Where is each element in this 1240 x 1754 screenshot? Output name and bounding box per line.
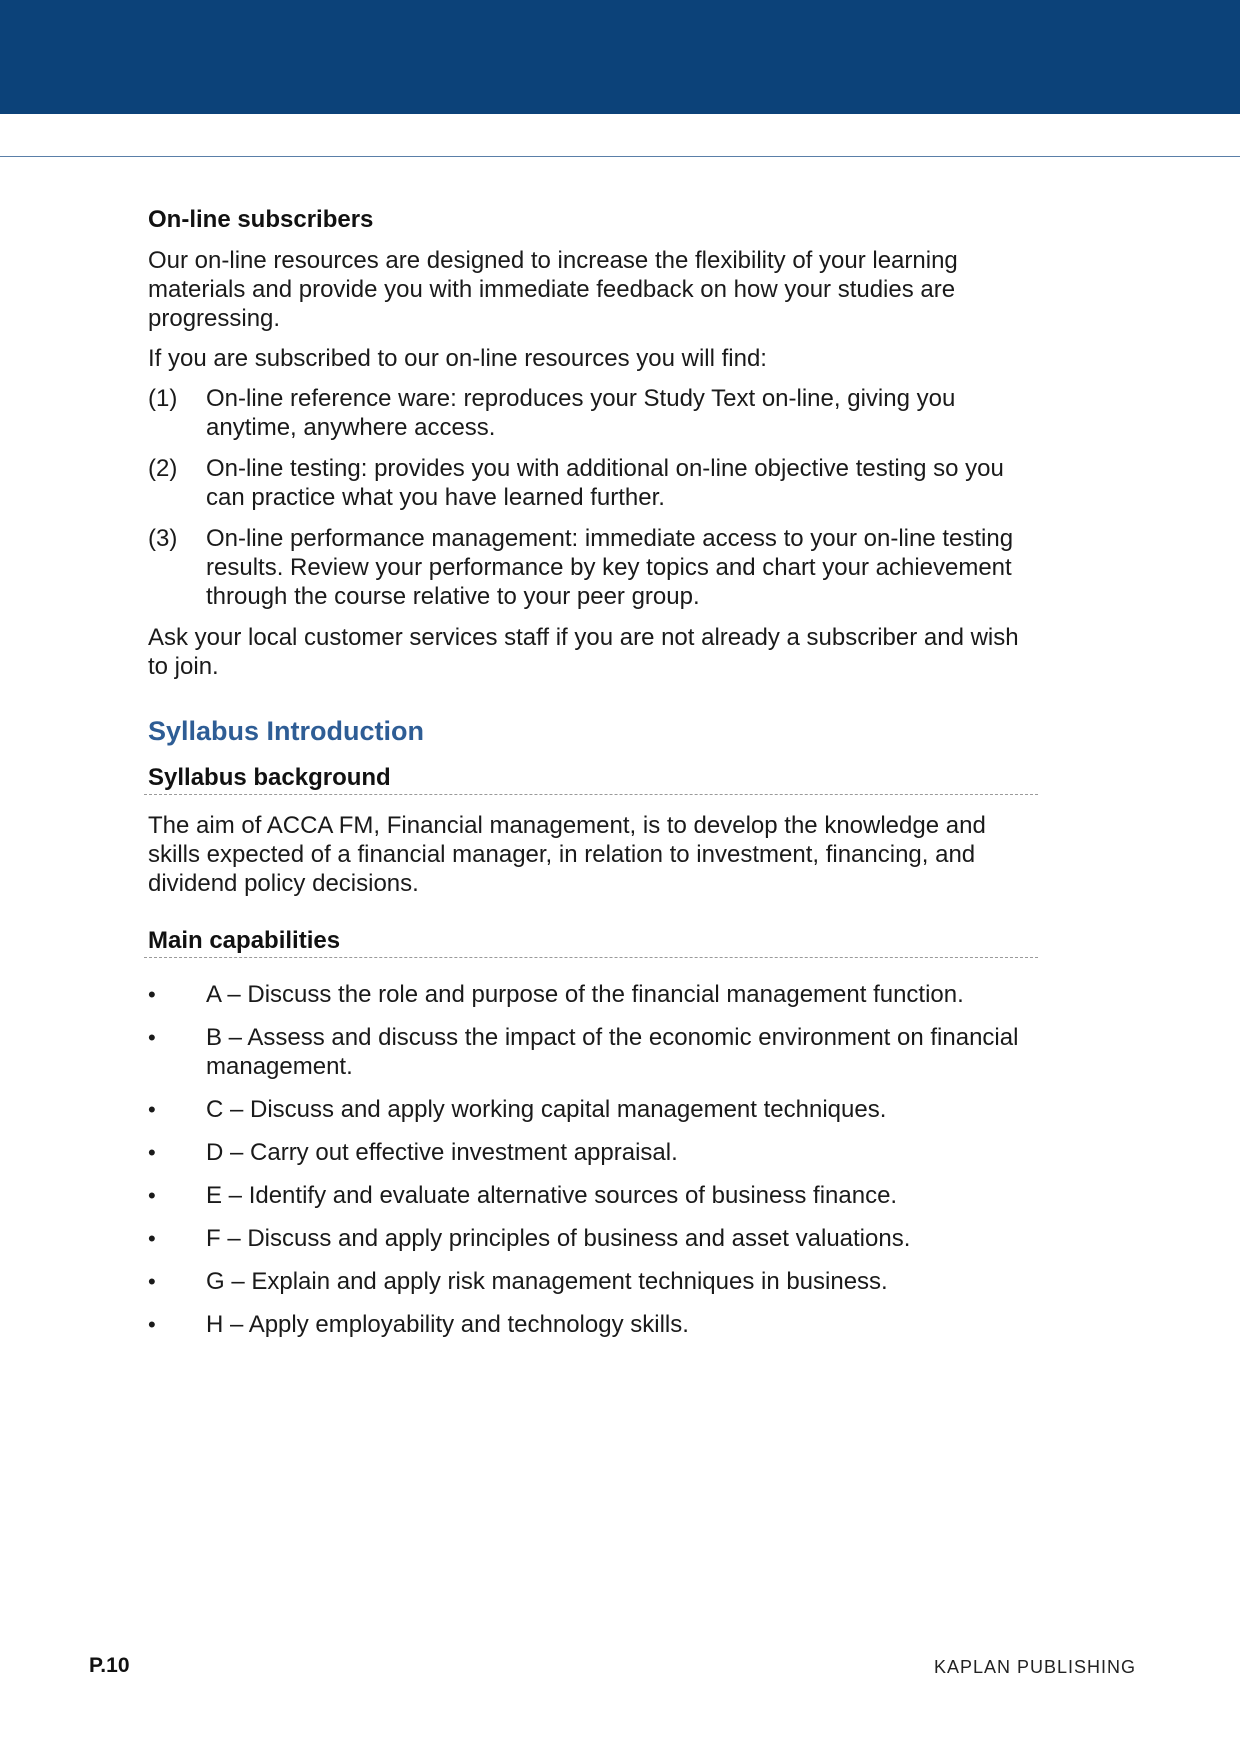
list-item-text: On-line performance management: immediate access to your on-line testing results. Review your performance by key topics and chart your achievement through the course relative to your peer group. bbox=[206, 525, 1014, 610]
bullet-icon: • bbox=[148, 982, 156, 1007]
bullet-icon: • bbox=[148, 1097, 156, 1122]
online-intro-paragraph: Our on-line resources are designed to increase the flexibility of your learning materials and provide you with immediate feedback on how your studies are progressing. bbox=[148, 247, 958, 332]
list-item bbox=[148, 454, 1038, 512]
capability-text: G – Explain and apply risk management techniques in business. bbox=[206, 1268, 888, 1295]
capability-item bbox=[148, 1310, 1038, 1339]
page-number: P.10 bbox=[89, 1654, 130, 1677]
page-content bbox=[148, 205, 1038, 1353]
list-item bbox=[148, 524, 1038, 611]
bullet-icon: • bbox=[148, 1183, 156, 1208]
syllabus-background-paragraph: The aim of ACCA FM, Financial management, is to develop the knowledge and skills expected of a financial manager, in relation to investment, financing, and dividend policy decisions. bbox=[148, 812, 986, 897]
list-item bbox=[148, 384, 1038, 442]
capability-text: B – Assess and discuss the impact of the economic environment on financial management. bbox=[206, 1024, 1019, 1080]
capability-text: H – Apply employability and technology skills. bbox=[206, 1311, 689, 1338]
bullet-icon: • bbox=[148, 1226, 156, 1251]
capability-item bbox=[148, 1267, 1038, 1296]
header-banner bbox=[0, 0, 1240, 114]
capability-item bbox=[148, 1095, 1038, 1124]
capability-item bbox=[148, 1181, 1038, 1210]
capability-item bbox=[148, 1023, 1038, 1081]
syllabus-background-heading: Syllabus background bbox=[144, 763, 1038, 795]
online-resources-list bbox=[148, 384, 1038, 611]
list-item-text: On-line testing: provides you with additional on-line objective testing so you can practice what you have learned further. bbox=[206, 455, 1004, 511]
capability-text: F – Discuss and apply principles of business and asset valuations. bbox=[206, 1225, 911, 1252]
list-item-number: (1) bbox=[148, 385, 178, 412]
capability-text: C – Discuss and apply working capital management techniques. bbox=[206, 1096, 887, 1123]
capability-item bbox=[148, 1138, 1038, 1167]
header-rule bbox=[0, 156, 1240, 157]
online-closing-paragraph: Ask your local customer services staff if you are not already a subscriber and wish to join. bbox=[148, 624, 1019, 680]
main-capabilities-heading: Main capabilities bbox=[144, 926, 1038, 958]
online-subscribers-heading: On-line subscribers bbox=[148, 206, 374, 233]
capability-text: A – Discuss the role and purpose of the financial management function. bbox=[206, 981, 964, 1008]
capability-item bbox=[148, 1224, 1038, 1253]
bullet-icon: • bbox=[148, 1312, 156, 1337]
publisher-name: KAPLAN PUBLISHING bbox=[933, 1657, 1136, 1677]
capabilities-list bbox=[148, 980, 1038, 1339]
list-item-number: (3) bbox=[148, 525, 178, 552]
bullet-icon: • bbox=[148, 1025, 156, 1050]
list-item-number: (2) bbox=[148, 455, 178, 482]
capability-text: D – Carry out effective investment appraisal. bbox=[206, 1139, 678, 1166]
bullet-icon: • bbox=[148, 1140, 156, 1165]
syllabus-introduction-heading: Syllabus Introduction bbox=[148, 716, 425, 746]
online-lead-paragraph: If you are subscribed to our on-line resources you will find: bbox=[148, 345, 767, 372]
capability-text: E – Identify and evaluate alternative sources of business finance. bbox=[206, 1182, 898, 1209]
bullet-icon: • bbox=[148, 1269, 156, 1294]
capability-item bbox=[148, 980, 1038, 1009]
list-item-text: On-line reference ware: reproduces your Study Text on-line, giving you anytime, anywhere access. bbox=[206, 385, 956, 441]
